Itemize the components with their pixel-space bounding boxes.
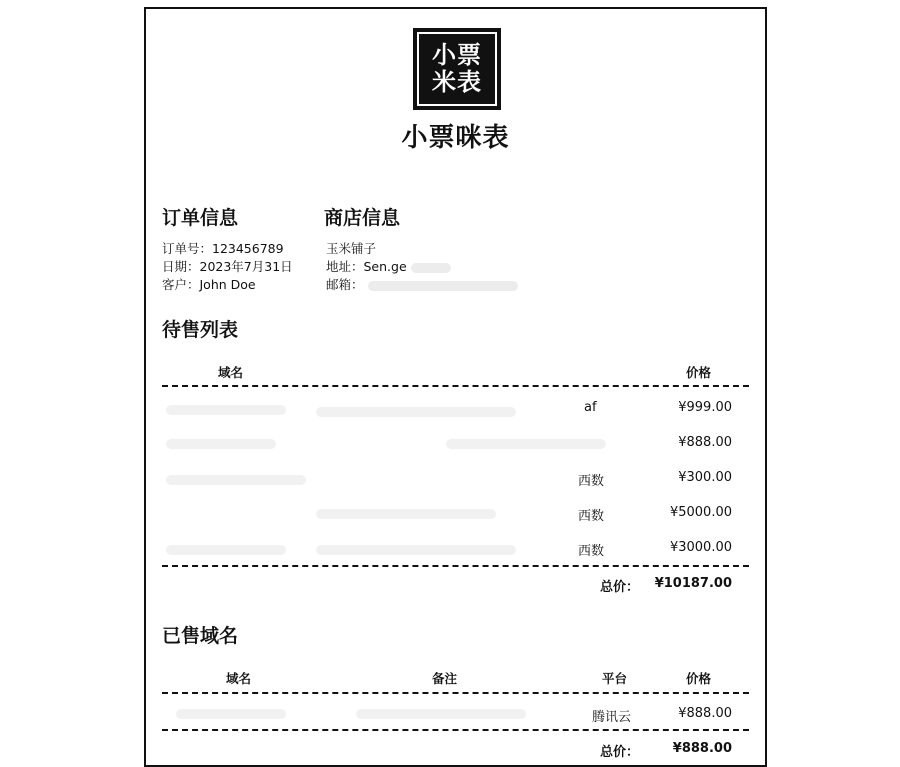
for-sale-row-1-platform: af: [584, 400, 597, 415]
store-email: 邮箱：: [326, 277, 364, 292]
for-sale-row-1-price: ¥999.00: [678, 400, 732, 415]
for-sale-row-2-price: ¥888.00: [678, 435, 732, 450]
for-sale-row-4-price: ¥5000.00: [669, 505, 732, 520]
for-sale-total-value: ¥10187.00: [654, 576, 732, 591]
order-info: [162, 240, 293, 294]
redacted-address: [411, 263, 451, 273]
for-sale-row-3-price: ¥300.00: [678, 470, 732, 485]
divider: [162, 729, 749, 731]
divider: [162, 385, 749, 387]
order-date: 日期：2023年7月31日: [162, 259, 293, 274]
divider: [162, 565, 749, 567]
for-sale-row-4-platform: 西数: [578, 509, 605, 524]
sold-header-domain: 域名: [226, 671, 252, 686]
for-sale-row-5-price: ¥3000.00: [669, 540, 732, 555]
sold-header-price: 价格: [686, 671, 712, 686]
order-customer: 客户：John Doe: [162, 277, 256, 292]
logo: [413, 28, 501, 110]
sold-total-value: ¥888.00: [672, 741, 732, 756]
store-info-title: 商店信息: [324, 207, 401, 229]
sold-row-1-platform: 腾讯云: [592, 710, 632, 725]
redacted-email: [368, 281, 518, 291]
for-sale-header-domain: 域名: [218, 365, 244, 380]
brand-title: 小票咪表: [401, 123, 510, 153]
store-name: 玉米铺子: [326, 241, 377, 256]
store-info: [326, 240, 518, 294]
sold-header-platform: 平台: [602, 671, 628, 686]
logo-text: 小票米表: [432, 41, 482, 96]
sold-row-1-price: ¥888.00: [678, 706, 732, 721]
sold-title: 已售域名: [162, 625, 239, 647]
sold-header-note: 备注: [432, 671, 458, 686]
for-sale-title: 待售列表: [162, 319, 239, 341]
order-number: 订单号：123456789: [162, 241, 284, 256]
divider: [162, 692, 749, 694]
sold-total-label: 总价：: [600, 745, 640, 760]
receipt: [144, 7, 767, 767]
store-address: 地址：Sen.ge: [326, 259, 407, 274]
for-sale-row-5-platform: 西数: [578, 544, 605, 559]
order-info-title: 订单信息: [162, 207, 239, 229]
for-sale-header-price: 价格: [686, 365, 712, 380]
for-sale-total-label: 总价：: [600, 580, 640, 595]
for-sale-row-3-platform: 西数: [578, 474, 605, 489]
